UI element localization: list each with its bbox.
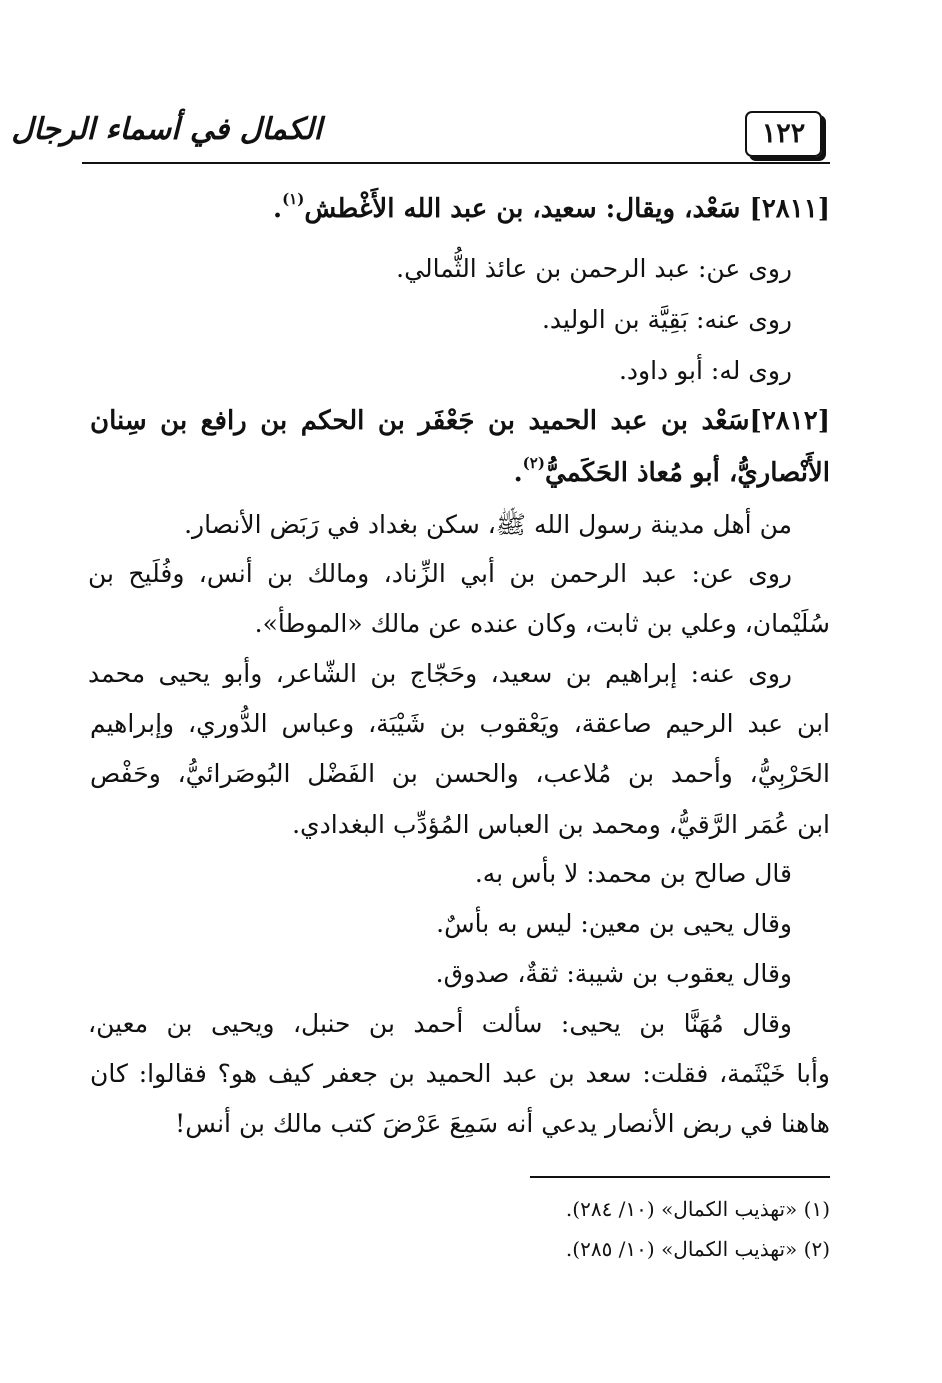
- entry-name-cont: الأَنْصاريُّ، أبو مُعاذ الحَكَميُّ: [544, 458, 830, 488]
- entry-number: [٢٨١٢]: [749, 406, 830, 436]
- entry-name: سَعْد، ويقال: سعيد، بن عبد الله الأَغْطش: [304, 194, 741, 224]
- page-number: ١٢٢: [761, 118, 806, 149]
- origin-line: من أهل مدينة رسول الله ﷺ، سكن بغداد في رَبَض الأنصار.: [184, 510, 792, 539]
- narrated-from-line: روى عن: عبد الرحمن بن عائذ الثُّمالي.: [396, 254, 792, 283]
- entry-number: [٢٨١١]: [749, 194, 830, 224]
- narrated-by-line: روى عنه: بَقِيَّة بن الوليد.: [541, 305, 792, 334]
- heading-end: .: [273, 194, 283, 224]
- footnote-1: (١) «تهذيب الكمال» (١٠/ ٢٨٤).: [565, 1197, 830, 1221]
- narrated-for-line: روى له: أبو داود.: [618, 356, 792, 385]
- heading-end: .: [513, 458, 523, 488]
- quote-saleh: قال صالح بن محمد: لا بأس به.: [474, 859, 792, 888]
- narrated-from-line-1: روى عن: عبد الرحمن بن أبي الزِّناد، ومالك بن أنس، وفُلَيح بن: [88, 559, 792, 588]
- entry-heading-2811: [90, 190, 830, 224]
- narrated-from-line-2: سُلَيْمان، وعلي بن ثابت، وكان عنده عن مالك «الموطأ».: [254, 609, 830, 638]
- narrated-by-line-2: ابن عبد الرحيم صاعقة، ويَعْقوب بن شَيْبَة، وعباس الدُّوري، وإبراهيم: [90, 709, 830, 738]
- footnote-rule: [530, 1176, 830, 1178]
- quote-muhanna-line-2: وأبا خَيْثَمة، فقلت: سعد بن عبد الحميد بن جعفر كيف هو؟ فقالوا: كان: [90, 1059, 830, 1088]
- page-number-box: [745, 111, 822, 157]
- quote-yahya: وقال يحيى بن معين: ليس به بأسٌ.: [436, 909, 792, 938]
- narrated-by-line-3: الحَرْبِيُّ، وأحمد بن مُلاعب، والحسن بن الفَضْل البُوصَرائيُّ، وحَفْص: [90, 759, 830, 788]
- header-rule: [82, 162, 830, 164]
- entry-heading-2812-line2: [90, 454, 830, 488]
- narrated-by-line-4: ابن عُمَر الرَّقيُّ، ومحمد بن العباس المُؤدِّب البغدادي.: [292, 810, 830, 839]
- quote-muhanna-line-1: وقال مُهَنَّا بن يحيى: سألت أحمد بن حنبل، ويحيى بن معين،: [88, 1009, 792, 1038]
- entry-heading-2812-line1: [90, 406, 830, 436]
- running-head-book-title: الكمال في أسماء الرجال: [11, 112, 322, 147]
- quote-muhanna-line-3: هاهنا في ربض الأنصار يدعي أنه سَمِعَ عَرْضَ كتب مالك بن أنس!: [175, 1109, 830, 1138]
- quote-yaqub: وقال يعقوب بن شيبة: ثقةٌ، صدوق.: [435, 959, 792, 988]
- footnote-2: (٢) «تهذيب الكمال» (١٠/ ٢٨٥).: [565, 1237, 830, 1261]
- narrated-by-line-1: روى عنه: إبراهيم بن سعيد، وحَجّاج بن الشّاعر، وأبو يحيى محمد: [88, 659, 792, 688]
- footnote-ref: (١): [282, 190, 305, 208]
- footnote-ref: (٢): [522, 454, 545, 472]
- entry-name: سَعْد بن عبد الحميد بن جَعْفَر بن الحكم بن رافع بن سِنان: [90, 406, 750, 436]
